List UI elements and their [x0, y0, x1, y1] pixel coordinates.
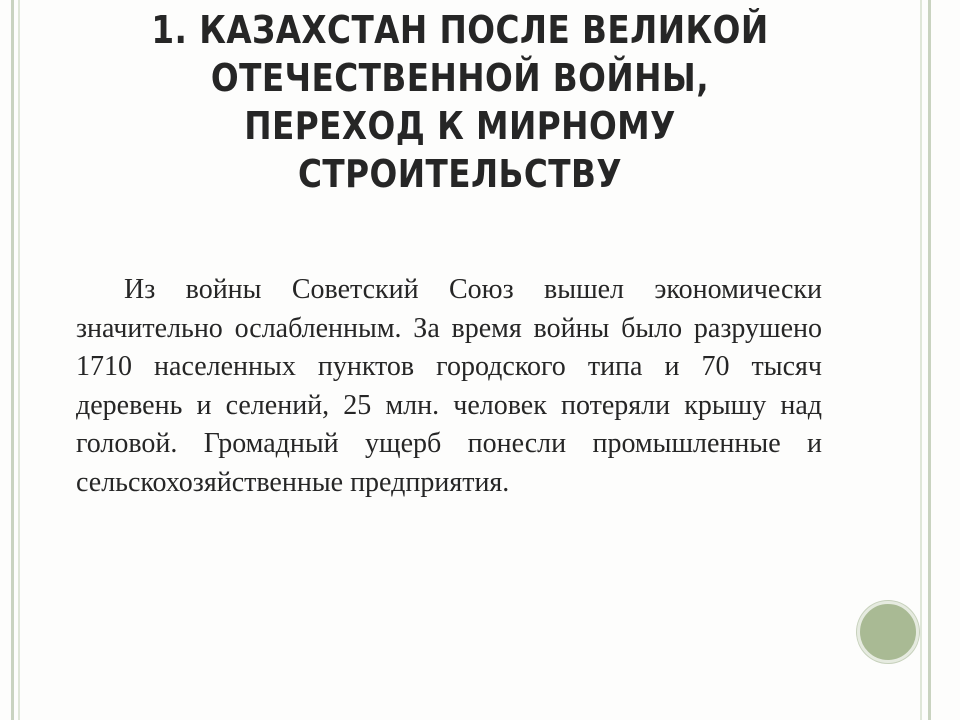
- left-border-inner-line: [18, 0, 20, 720]
- slide-body-paragraph: Из войны Советский Союз вышел экономически значительно ослабленным. За время войны было разрушено 1710 населенных пунктов городского типа и 70 тысяч деревень и селений, 25 млн. человек потеряли крышу над головой. Громадный ущерб понесли промышленные и сельскохозяйственные предприятия.: [76, 274, 822, 498]
- right-border-line: [928, 0, 960, 720]
- left-border-line: [0, 0, 14, 720]
- right-border-inner-line: [920, 0, 922, 720]
- slide-title: 1. КАЗАХСТАН ПОСЛЕ ВЕЛИКОЙ ОТЕЧЕСТВЕННОЙ ВОЙНЫ, ПЕРЕХОД К МИРНОМУ СТРОИТЕЛЬСТВУ: [151, 8, 769, 196]
- decorative-circle-icon: [857, 601, 919, 663]
